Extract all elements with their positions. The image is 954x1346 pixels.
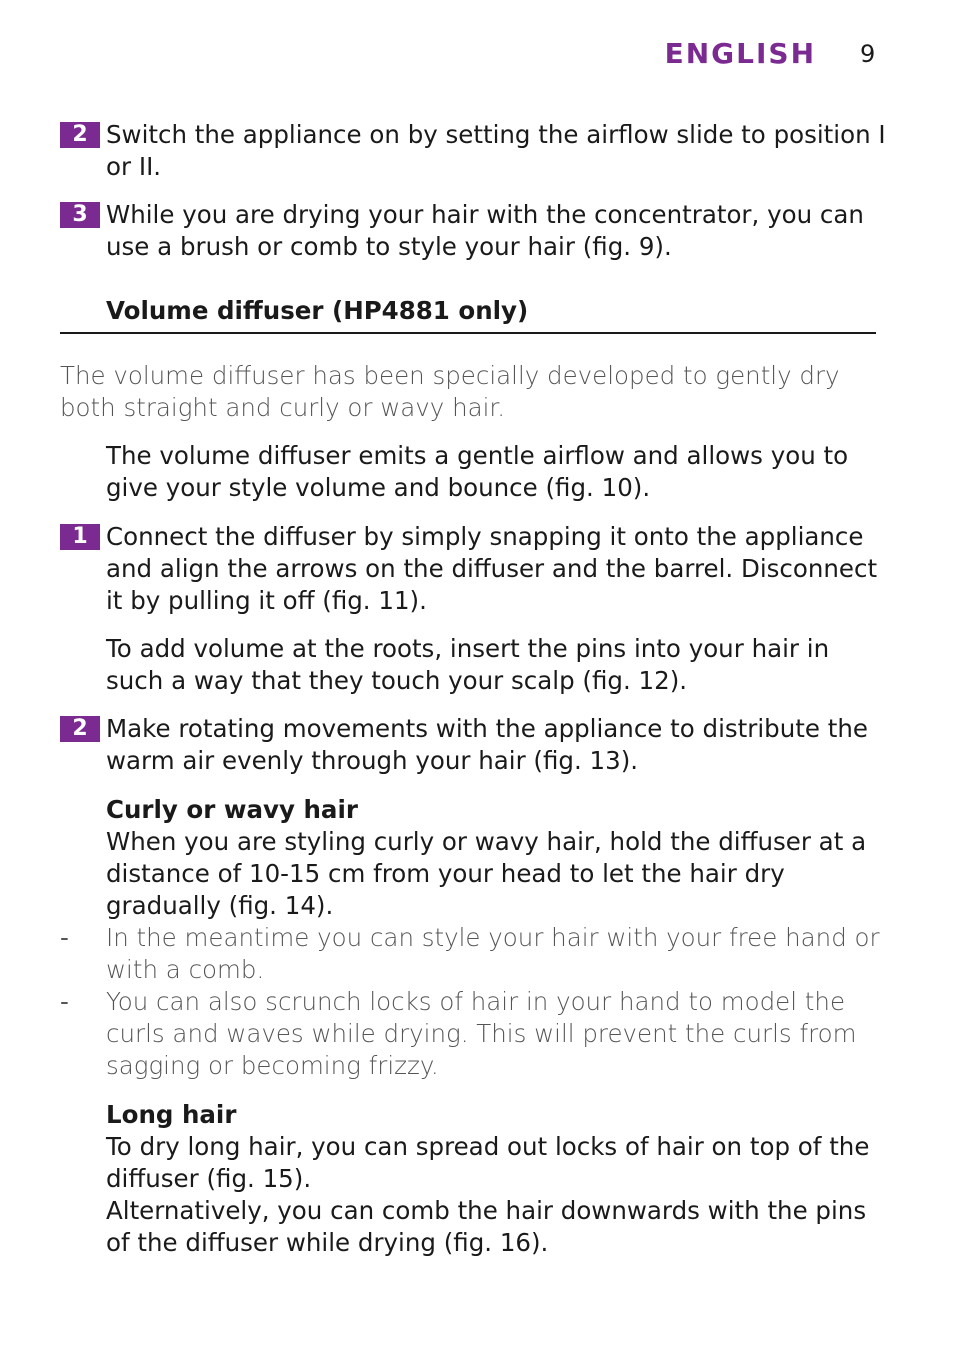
page-number: 9 — [860, 40, 876, 68]
step-badge: 3 — [60, 202, 100, 228]
step-badge: 1 — [60, 524, 100, 550]
long-section — [106, 1099, 886, 1259]
paragraph: To add volume at the roots, insert the pins into your hair in such a way that they touch your scalp (fig. 12). — [106, 634, 830, 695]
step-badge: 2 — [60, 716, 100, 742]
step-text: Switch the appliance on by setting the airflow slide to position I or II. — [106, 120, 886, 181]
step-text: Connect the diffuser by simply snapping it onto the appliance and align the arrows on the diffuser and the barrel. Disconnect it by pulling it off (fig. 11). — [106, 522, 878, 615]
long-text-2: Alternatively, you can comb the hair downwards with the pins of the diffuser while drying (fig. 16). — [106, 1196, 867, 1257]
bullet-item: In the meantime you can style your hair with your free hand or with a comb. — [106, 923, 880, 984]
step-text: Make rotating movements with the appliance to distribute the warm air evenly through your hair (fig. 13). — [106, 714, 868, 775]
section-rule — [60, 332, 876, 334]
curly-heading: Curly or wavy hair — [106, 795, 358, 824]
bullet-item: You can also scrunch locks of hair in your hand to model the curls and waves while drying. This will prevent the curls from sagging or becoming frizzy. — [106, 987, 857, 1080]
intro-text: The volume diffuser has been specially developed to gently dry both straight and curly or wavy hair. — [60, 361, 840, 422]
bullet-dash: - — [60, 987, 69, 1016]
curly-text: When you are styling curly or wavy hair, hold the diffuser at a distance of 10-15 cm from your head to let the hair dry gradually (fig. 14). — [106, 827, 867, 920]
bullet-dash: - — [60, 923, 69, 952]
long-heading: Long hair — [106, 1100, 237, 1129]
curly-section — [106, 794, 886, 922]
section-title: Volume diffuser (HP4881 only) — [106, 296, 529, 325]
step-text: While you are drying your hair with the concentrator, you can use a brush or comb to style your hair (fig. 9). — [106, 200, 864, 261]
language-header: ENGLISH — [664, 37, 816, 70]
long-text-1: To dry long hair, you can spread out locks of hair on top of the diffuser (fig. 15). — [106, 1132, 870, 1193]
paragraph: The volume diffuser emits a gentle airflow and allows you to give your style volume and bounce (fig. 10). — [106, 441, 849, 502]
step-badge: 2 — [60, 122, 100, 148]
